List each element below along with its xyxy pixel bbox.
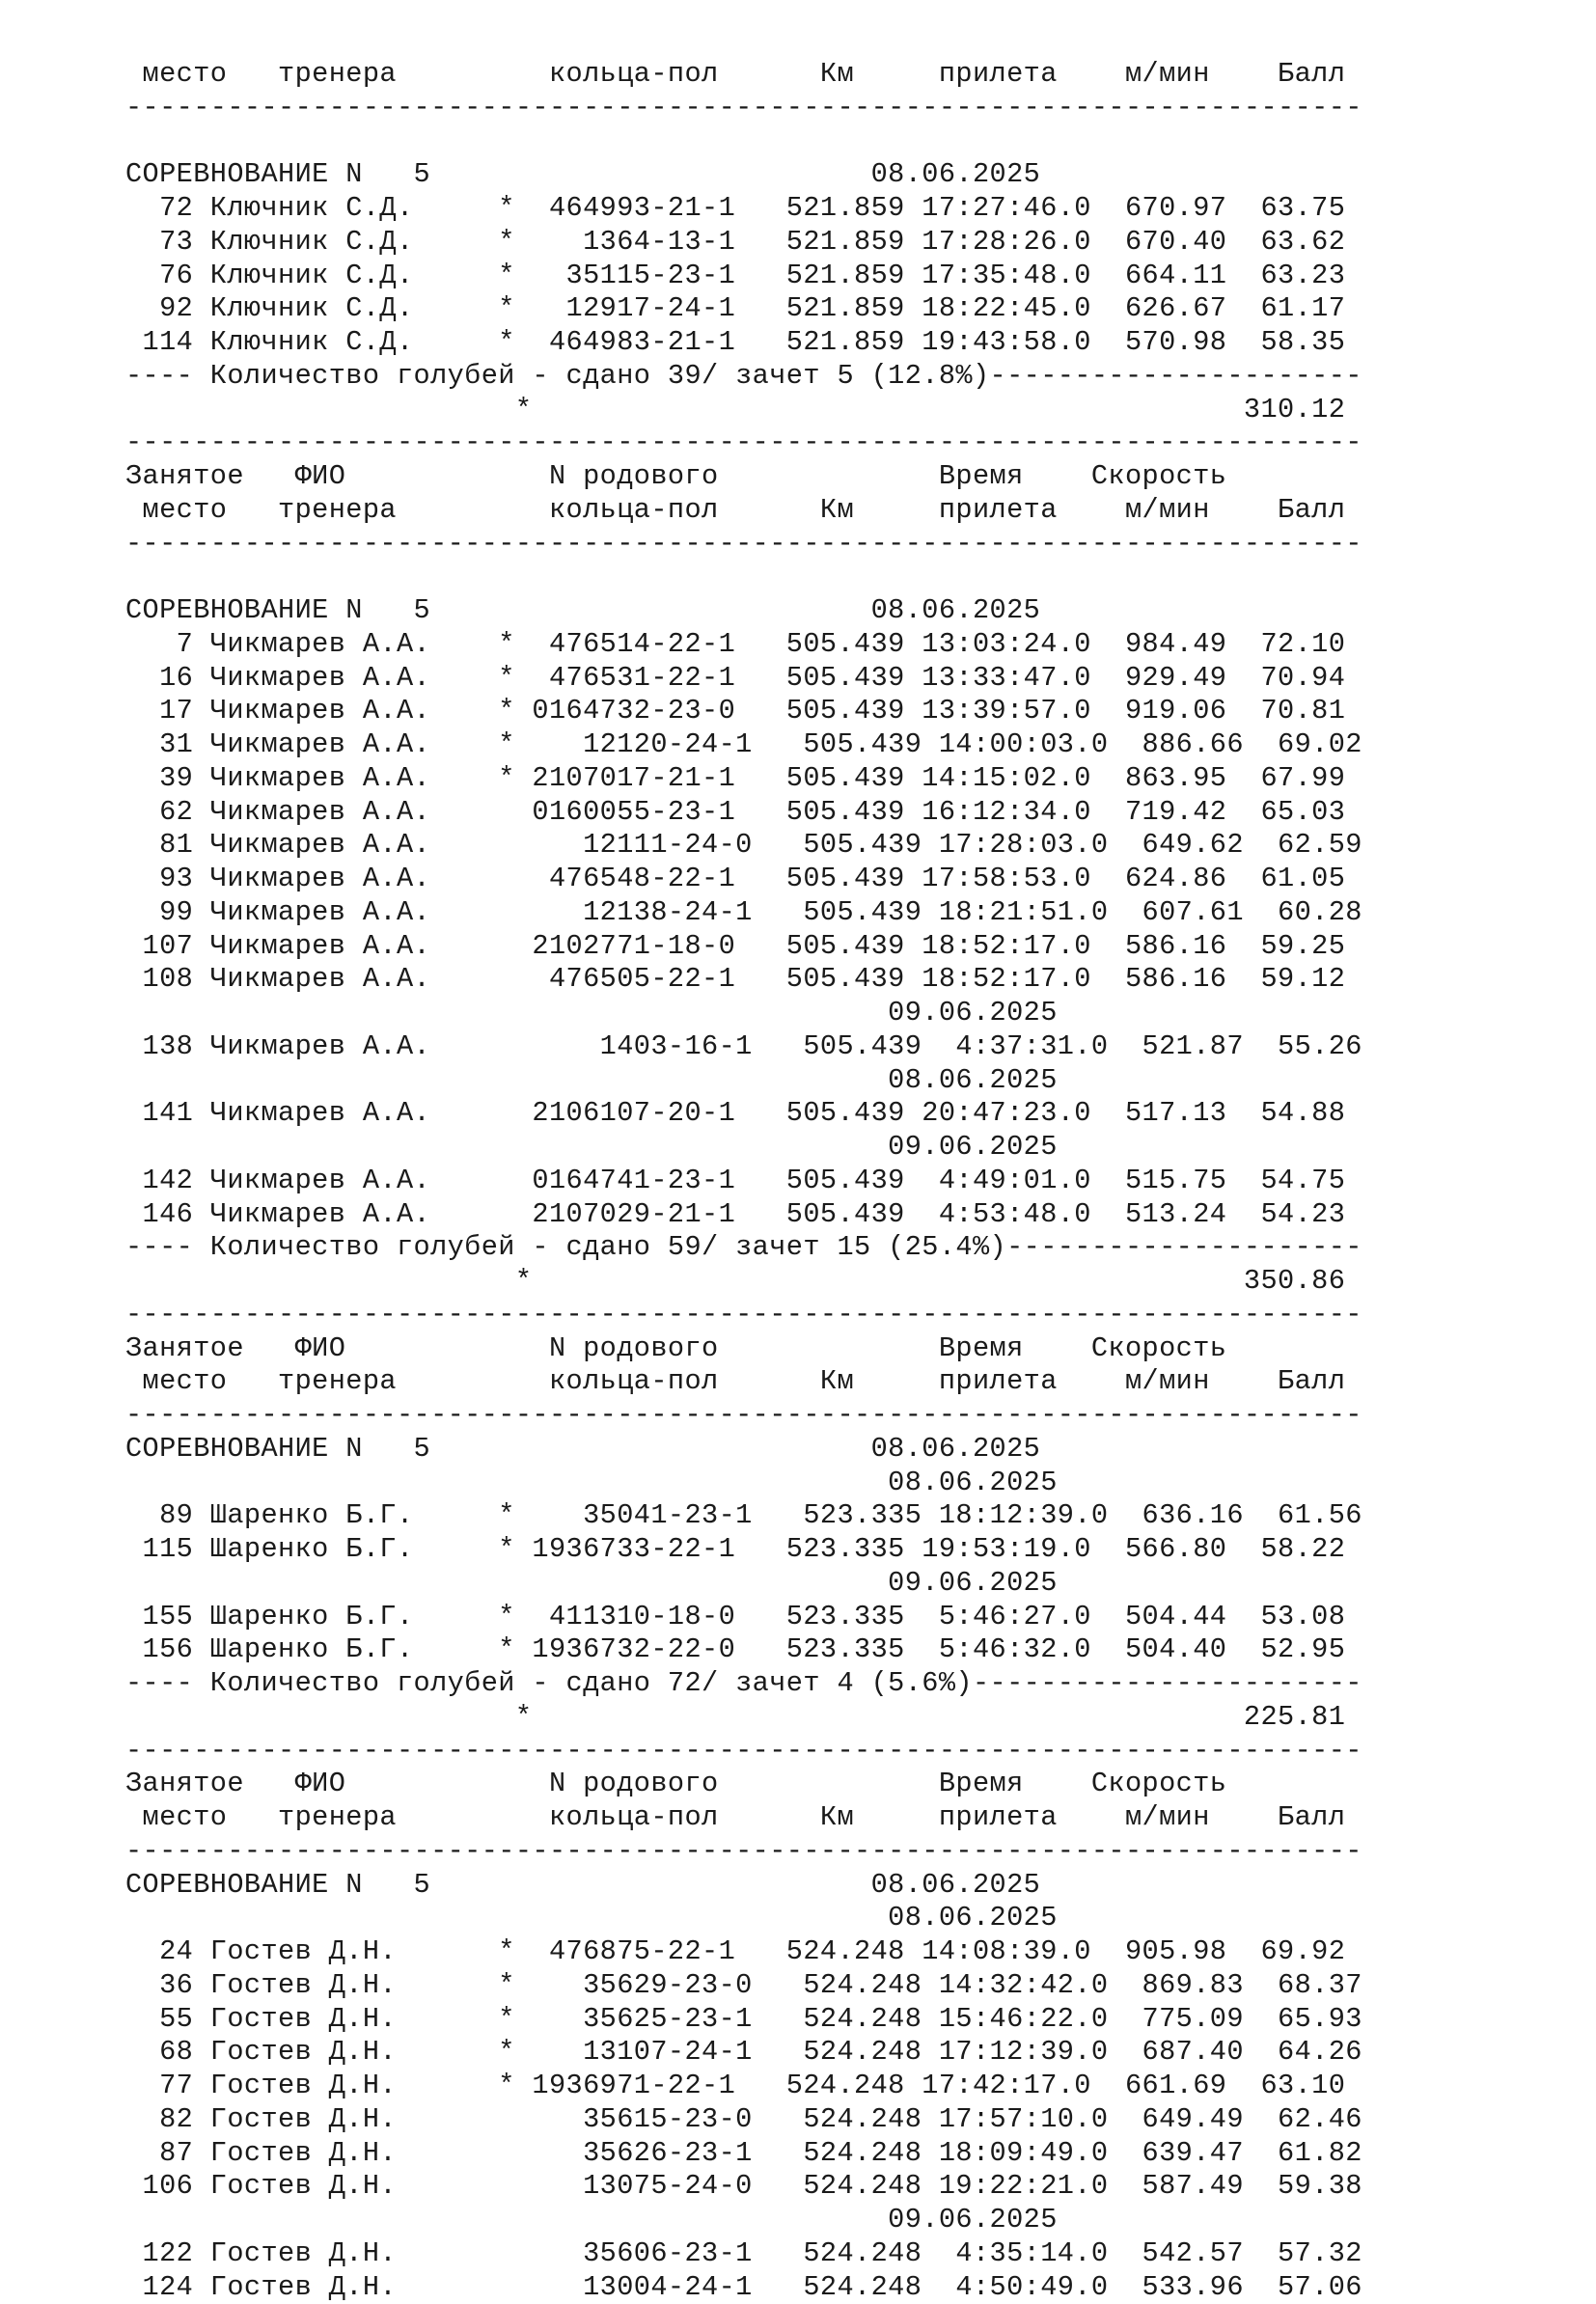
column-header: Занятое ФИО N родового Время Скорость bbox=[0, 460, 1596, 494]
result-row: 115 Шаренко Б.Г. * 1936733-22-1 523.335 19:53:19.0 566.80 58.22 bbox=[0, 1533, 1596, 1567]
separator-line: ------------------------------------------------------------------------- bbox=[0, 92, 1596, 125]
date-line: 09.06.2025 bbox=[0, 2204, 1596, 2237]
result-row: 124 Гостев Д.Н. 13004-24-1 524.248 4:50:49.0 533.96 57.06 bbox=[0, 2271, 1596, 2304]
result-row: 31 Чикмарев А.А. * 12120-24-1 505.439 14:00:03.0 886.66 69.02 bbox=[0, 728, 1596, 762]
total-line: * 225.81 bbox=[0, 1701, 1596, 1735]
total-line: * 310.12 bbox=[0, 394, 1596, 427]
date-line: 08.06.2025 bbox=[0, 1064, 1596, 1098]
competition-header: СОРЕВНОВАНИЕ N 5 08.06.2025 bbox=[0, 594, 1596, 628]
result-row: 146 Чикмарев А.А. 2107029-21-1 505.439 4:53:48.0 513.24 54.23 bbox=[0, 1198, 1596, 1232]
result-row: 62 Чикмарев А.А. 0160055-23-1 505.439 16:12:34.0 719.42 65.03 bbox=[0, 796, 1596, 830]
result-row: 89 Шаренко Б.Г. * 35041-23-1 523.335 18:12:39.0 636.16 61.56 bbox=[0, 1499, 1596, 1533]
competition-header: СОРЕВНОВАНИЕ N 5 08.06.2025 bbox=[0, 158, 1596, 192]
results-document bbox=[0, 58, 1596, 2304]
result-row: 141 Чикмарев А.А. 2106107-20-1 505.439 20:47:23.0 517.13 54.88 bbox=[0, 1097, 1596, 1131]
column-header: Занятое ФИО N родового Время Скорость bbox=[0, 1768, 1596, 1801]
result-row: 55 Гостев Д.Н. * 35625-23-1 524.248 15:46:22.0 775.09 65.93 bbox=[0, 2003, 1596, 2037]
result-row: 106 Гостев Д.Н. 13075-24-0 524.248 19:22:21.0 587.49 59.38 bbox=[0, 2170, 1596, 2204]
separator-line: ------------------------------------------------------------------------- bbox=[0, 426, 1596, 460]
result-row: 155 Шаренко Б.Г. * 411310-18-0 523.335 5:46:27.0 504.44 53.08 bbox=[0, 1601, 1596, 1634]
result-row: 81 Чикмарев А.А. 12111-24-0 505.439 17:28:03.0 649.62 62.59 bbox=[0, 829, 1596, 863]
competition-header: СОРЕВНОВАНИЕ N 5 08.06.2025 bbox=[0, 1869, 1596, 1903]
column-header: место тренера кольца-пол Км прилета м/мин Балл bbox=[0, 494, 1596, 528]
result-row: 24 Гостев Д.Н. * 476875-22-1 524.248 14:08:39.0 905.98 69.92 bbox=[0, 1935, 1596, 1969]
separator-line: ------------------------------------------------------------------------- bbox=[0, 1399, 1596, 1433]
result-row: 92 Ключник С.Д. * 12917-24-1 521.859 18:22:45.0 626.67 61.17 bbox=[0, 292, 1596, 326]
total-line: * 350.86 bbox=[0, 1265, 1596, 1299]
result-row: 76 Ключник С.Д. * 35115-23-1 521.859 17:35:48.0 664.11 63.23 bbox=[0, 260, 1596, 293]
result-row: 82 Гостев Д.Н. 35615-23-0 524.248 17:57:10.0 649.49 62.46 bbox=[0, 2103, 1596, 2137]
result-row: 93 Чикмарев А.А. 476548-22-1 505.439 17:58:53.0 624.86 61.05 bbox=[0, 863, 1596, 896]
separator-line: ------------------------------------------------------------------------- bbox=[0, 1735, 1596, 1769]
column-header: место тренера кольца-пол Км прилета м/мин Балл bbox=[0, 1801, 1596, 1835]
blank-line bbox=[0, 561, 1596, 594]
result-row: 99 Чикмарев А.А. 12138-24-1 505.439 18:21:51.0 607.61 60.28 bbox=[0, 896, 1596, 930]
result-row: 39 Чикмарев А.А. * 2107017-21-1 505.439 14:15:02.0 863.95 67.99 bbox=[0, 762, 1596, 796]
summary-line: ---- Количество голубей - сдано 39/ зачет 5 (12.8%)---------------------- bbox=[0, 360, 1596, 394]
date-line: 08.06.2025 bbox=[0, 1467, 1596, 1500]
result-row: 122 Гостев Д.Н. 35606-23-1 524.248 4:35:14.0 542.57 57.32 bbox=[0, 2237, 1596, 2271]
result-row: 72 Ключник С.Д. * 464993-21-1 521.859 17:27:46.0 670.97 63.75 bbox=[0, 192, 1596, 226]
result-row: 16 Чикмарев А.А. * 476531-22-1 505.439 13:33:47.0 929.49 70.94 bbox=[0, 662, 1596, 696]
blank-line bbox=[0, 125, 1596, 159]
summary-line: ---- Количество голубей - сдано 59/ зачет 15 (25.4%)--------------------- bbox=[0, 1231, 1596, 1265]
date-line: 08.06.2025 bbox=[0, 1902, 1596, 1935]
result-row: 36 Гостев Д.Н. * 35629-23-0 524.248 14:32:42.0 869.83 68.37 bbox=[0, 1969, 1596, 2003]
separator-line: ------------------------------------------------------------------------- bbox=[0, 1299, 1596, 1332]
separator-line: ------------------------------------------------------------------------- bbox=[0, 528, 1596, 562]
column-header: место тренера кольца-пол Км прилета м/мин Балл bbox=[0, 58, 1596, 92]
result-row: 114 Ключник С.Д. * 464983-21-1 521.859 19:43:58.0 570.98 58.35 bbox=[0, 326, 1596, 360]
result-row: 87 Гостев Д.Н. 35626-23-1 524.248 18:09:49.0 639.47 61.82 bbox=[0, 2137, 1596, 2171]
result-row: 73 Ключник С.Д. * 1364-13-1 521.859 17:28:26.0 670.40 63.62 bbox=[0, 226, 1596, 260]
date-line: 09.06.2025 bbox=[0, 997, 1596, 1030]
result-row: 108 Чикмарев А.А. 476505-22-1 505.439 18:52:17.0 586.16 59.12 bbox=[0, 963, 1596, 997]
result-row: 107 Чикмарев А.А. 2102771-18-0 505.439 18:52:17.0 586.16 59.25 bbox=[0, 930, 1596, 964]
date-line: 09.06.2025 bbox=[0, 1131, 1596, 1165]
date-line: 09.06.2025 bbox=[0, 1567, 1596, 1601]
result-row: 7 Чикмарев А.А. * 476514-22-1 505.439 13:03:24.0 984.49 72.10 bbox=[0, 628, 1596, 662]
summary-line: ---- Количество голубей - сдано 72/ зачет 4 (5.6%)----------------------- bbox=[0, 1667, 1596, 1701]
column-header: место тренера кольца-пол Км прилета м/мин Балл bbox=[0, 1365, 1596, 1399]
result-row: 68 Гостев Д.Н. * 13107-24-1 524.248 17:12:39.0 687.40 64.26 bbox=[0, 2036, 1596, 2070]
separator-line: ------------------------------------------------------------------------- bbox=[0, 1835, 1596, 1869]
result-row: 142 Чикмарев А.А. 0164741-23-1 505.439 4:49:01.0 515.75 54.75 bbox=[0, 1165, 1596, 1198]
result-row: 138 Чикмарев А.А. 1403-16-1 505.439 4:37:31.0 521.87 55.26 bbox=[0, 1030, 1596, 1064]
result-row: 156 Шаренко Б.Г. * 1936732-22-0 523.335 5:46:32.0 504.40 52.95 bbox=[0, 1633, 1596, 1667]
result-row: 77 Гостев Д.Н. * 1936971-22-1 524.248 17:42:17.0 661.69 63.10 bbox=[0, 2070, 1596, 2103]
result-row: 17 Чикмарев А.А. * 0164732-23-0 505.439 13:39:57.0 919.06 70.81 bbox=[0, 695, 1596, 728]
competition-header: СОРЕВНОВАНИЕ N 5 08.06.2025 bbox=[0, 1433, 1596, 1467]
column-header: Занятое ФИО N родового Время Скорость bbox=[0, 1332, 1596, 1366]
